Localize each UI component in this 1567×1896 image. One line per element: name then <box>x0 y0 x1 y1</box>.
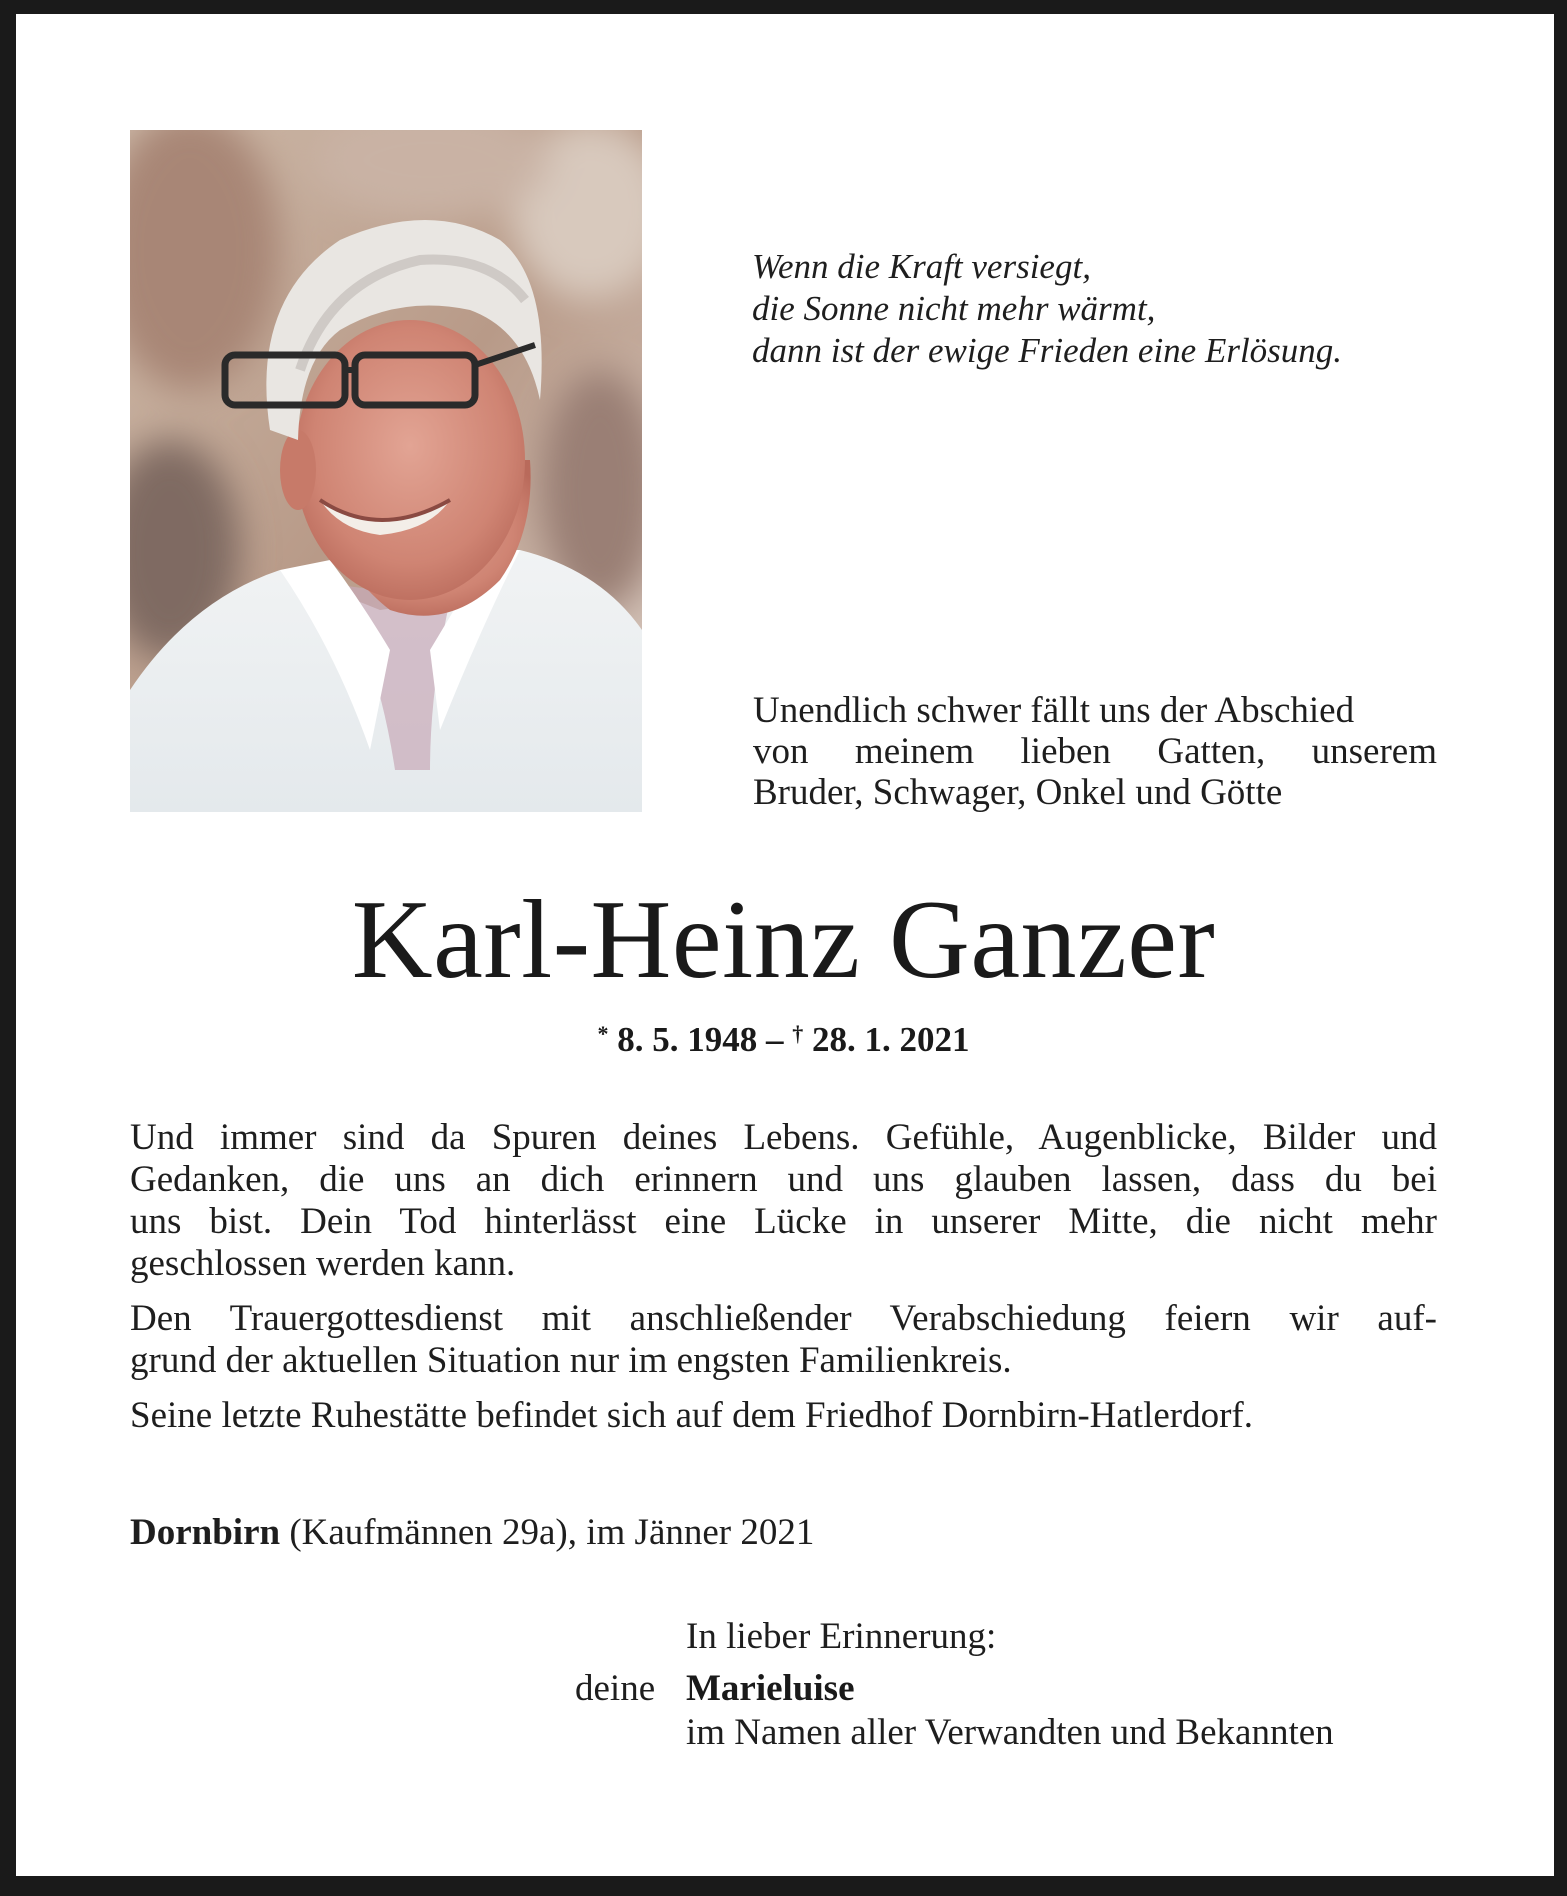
farewell-line: Unendlich schwer fällt uns der Abschied <box>753 690 1355 731</box>
life-dates <box>0 1013 1567 1061</box>
memory-heading: In lieber Erinnerung: <box>686 1616 997 1657</box>
deceased-name: Karl-Heinz Ganzer <box>351 878 1216 1002</box>
poem-line: die Sonne nicht mehr wärmt, <box>752 289 1156 328</box>
birth-symbol: * <box>597 1021 609 1046</box>
birth-date: 8. 5. 1948 <box>617 1020 758 1059</box>
farewell-text <box>753 690 1437 813</box>
place-details: (Kaufmännen 29a), im Jänner 2021 <box>280 1512 815 1553</box>
body-line: Den Trauergottesdienst mit anschließender Verabschiedung feiern wir auf- <box>130 1298 1437 1339</box>
body-line: geschlossen werden kann. <box>130 1243 516 1284</box>
obituary-body <box>130 1117 1437 1437</box>
resting-place-line: Seine letzte Ruhestätte befindet sich auf dem Friedhof Dornbirn-Hatlerdorf. <box>130 1395 1253 1436</box>
place-city: Dornbirn <box>130 1512 281 1553</box>
farewell-line: Bruder, Schwager, Onkel und Götte <box>753 772 1283 813</box>
farewell-line: von meinem lieben Gatten, unserem <box>753 731 1437 772</box>
body-line: uns bist. Dein Tod hinterlässt eine Lücke in unserer Mitte, die nicht mehr <box>130 1201 1437 1242</box>
body-line: Und immer sind da Spuren deines Lebens. Gefühle, Augenblicke, Bilder und <box>130 1117 1437 1158</box>
place-date-line <box>130 1512 814 1554</box>
poem <box>752 246 1472 372</box>
death-symbol: † <box>792 1021 804 1046</box>
poem-line: Wenn die Kraft versiegt, <box>752 247 1091 286</box>
death-date: 28. 1. 2021 <box>812 1020 970 1059</box>
signature-subline: im Namen aller Verwandten und Bekannten <box>686 1712 1334 1753</box>
date-dash: – <box>766 1020 784 1059</box>
body-line: Gedanken, die uns an dich erinnern und uns glauben lassen, dass du bei <box>130 1159 1437 1200</box>
body-line: grund der aktuellen Situation nur im engsten Familienkreis. <box>130 1340 1012 1381</box>
portrait-photo <box>130 130 642 812</box>
signature-prefix: deine <box>575 1668 656 1709</box>
signature-name: Marieluise <box>686 1668 855 1709</box>
poem-line: dann ist der ewige Frieden eine Erlösung. <box>752 331 1343 370</box>
